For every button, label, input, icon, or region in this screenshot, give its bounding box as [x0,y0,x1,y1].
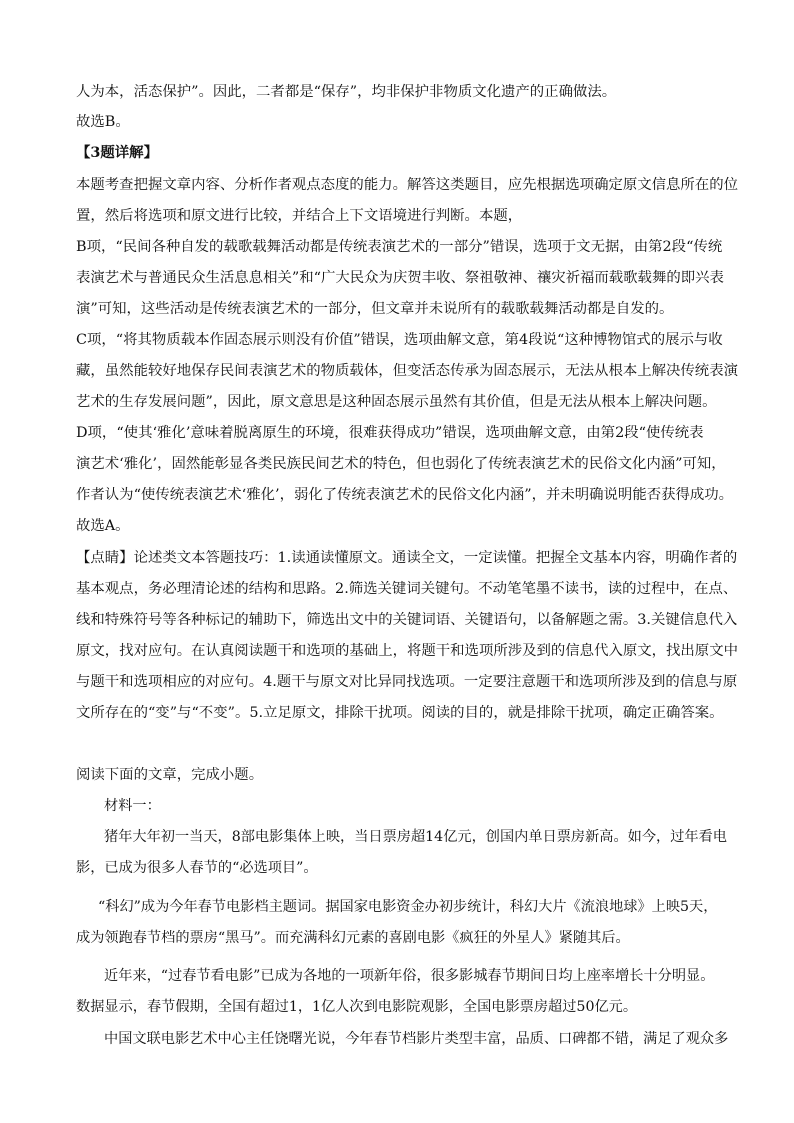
tip-line: 【点睛】论述类文本答题技巧：1.读通读懂原文。通读全文，一定读懂。把握全文基本内容，明确作者的 [76,550,738,566]
text-line: 与题干和选项相应的对应句。4.题干与原文对比异同找选项。一定要注意题干和选项所涉及到的信息与原 [76,674,738,690]
text-line: 人为本，活态保护”。因此，二者都是“保存”，均非保护非物质文化遗产的正确做法。 [76,84,617,100]
text-line: 置，然后将选项和原文进行比较，并结合上下文语境进行判断。本题， [76,208,523,224]
text-line: 文所存在的“变”与“不变”。5.立足原文，排除干扰项。阅读的目的，就是排除干扰项，确定正确答案。 [76,705,724,721]
material-line: 成为领跑春节档的票房“黑马”。而充满科幻元素的喜剧电影《疯狂的外星人》紧随其后。 [76,930,630,946]
answer-line: 故选B。 [76,114,130,130]
text-line: B项，“民间各种自发的载歌载舞活动都是传统表演艺术的一部分”错误，选项于文无据，由第2段“传统 [76,239,723,255]
section-heading: 【3题详解】 [76,144,158,161]
material-line: 中国文联电影艺术中心主任饶曙光说，今年春节档影片类型丰富，品质、口碑都不错，满足了观众多 [104,1031,729,1047]
text-line: 艺术的生存发展问题”，因此，原文意思是这种固态展示虽然有其价值，但是无法从根本上解决问题。 [76,394,717,410]
text-line: C项，“将其物质载本作固态展示则没有价值”错误，选项曲解文意，第4段说“这种博物馆式的展示与收 [76,332,723,348]
text-line: D项，“使其‘雅化’意味着脱离原生的环境，很难获得成功”错误，选项曲解文意，由第2段“使传统表 [76,425,704,441]
text-line: 作者认为“使传统表演艺术‘雅化’，弱化了传统表演艺术的民俗文化内涵”，并未明确说明能否获得成功。 [76,487,734,503]
material-line: 猪年大年初一当天，8部电影集体上映，当日票房超14亿元，创国内单日票房新高。如今，过年看电 [104,829,727,845]
text-line: 演”可知，这些活动是传统表演艺术的一部分，但文章并未说所有的载歌载舞活动都是自发的。 [76,301,674,317]
material-line: “科幻”成为今年春节电影档主题词。据国家电影资金办初步统计，科幻大片《流浪地球》上映5天， [98,899,718,915]
material-line: 影，已成为很多人春节的“必选项目”。 [76,860,318,876]
text-line: 本题考查把握文章内容、分析作者观点态度的能力。解答这类题目，应先根据选项确定原文信息所在的位 [76,177,738,193]
answer-line: 故选A。 [76,518,130,534]
text-line: 演艺术‘雅化’，固然能彰显各类民族民间艺术的特色，但也弱化了传统表演艺术的民俗文化内涵”可知， [76,456,726,472]
text-line: 原文，找对应句。在认真阅读题干和选项的基础上，将题干和选项所涉及到的信息代入原文，找出原文中 [76,643,738,659]
material-line: 近年来，“过春节看电影”已成为各地的一项新年俗，很多影城春节期间日均上座率增长十分明显。 [104,968,715,984]
material-line: 数据显示，春节假期，全国有超过1，1亿人次到电影院观影，全国电影票房超过50亿元。 [76,999,638,1015]
material-label: 材料一： [104,798,161,814]
text-line: 基本观点，务必理清论述的结构和思路。2.筛选关键词关键句。不动笔笔墨不读书，读的过程中，在点、 [76,581,738,597]
text-line: 表演艺术与普通民众生活息息相关”和“广大民众为庆贺丰收、祭祖敬神、禳灾祈福而载歌载舞的即兴表 [76,270,724,286]
text-line: 藏，虽然能较好地保存民间表演艺术的物质载体，但变活态传承为固态展示，无法从根本上解决传统表演 [76,363,738,379]
text-line: 线和特殊符号等各种标记的辅助下，筛选出文中的关键词语、关键语句，以备解题之需。3.关键信息代入 [76,612,738,628]
reading-instruction: 阅读下面的文章，完成小题。 [76,767,264,783]
